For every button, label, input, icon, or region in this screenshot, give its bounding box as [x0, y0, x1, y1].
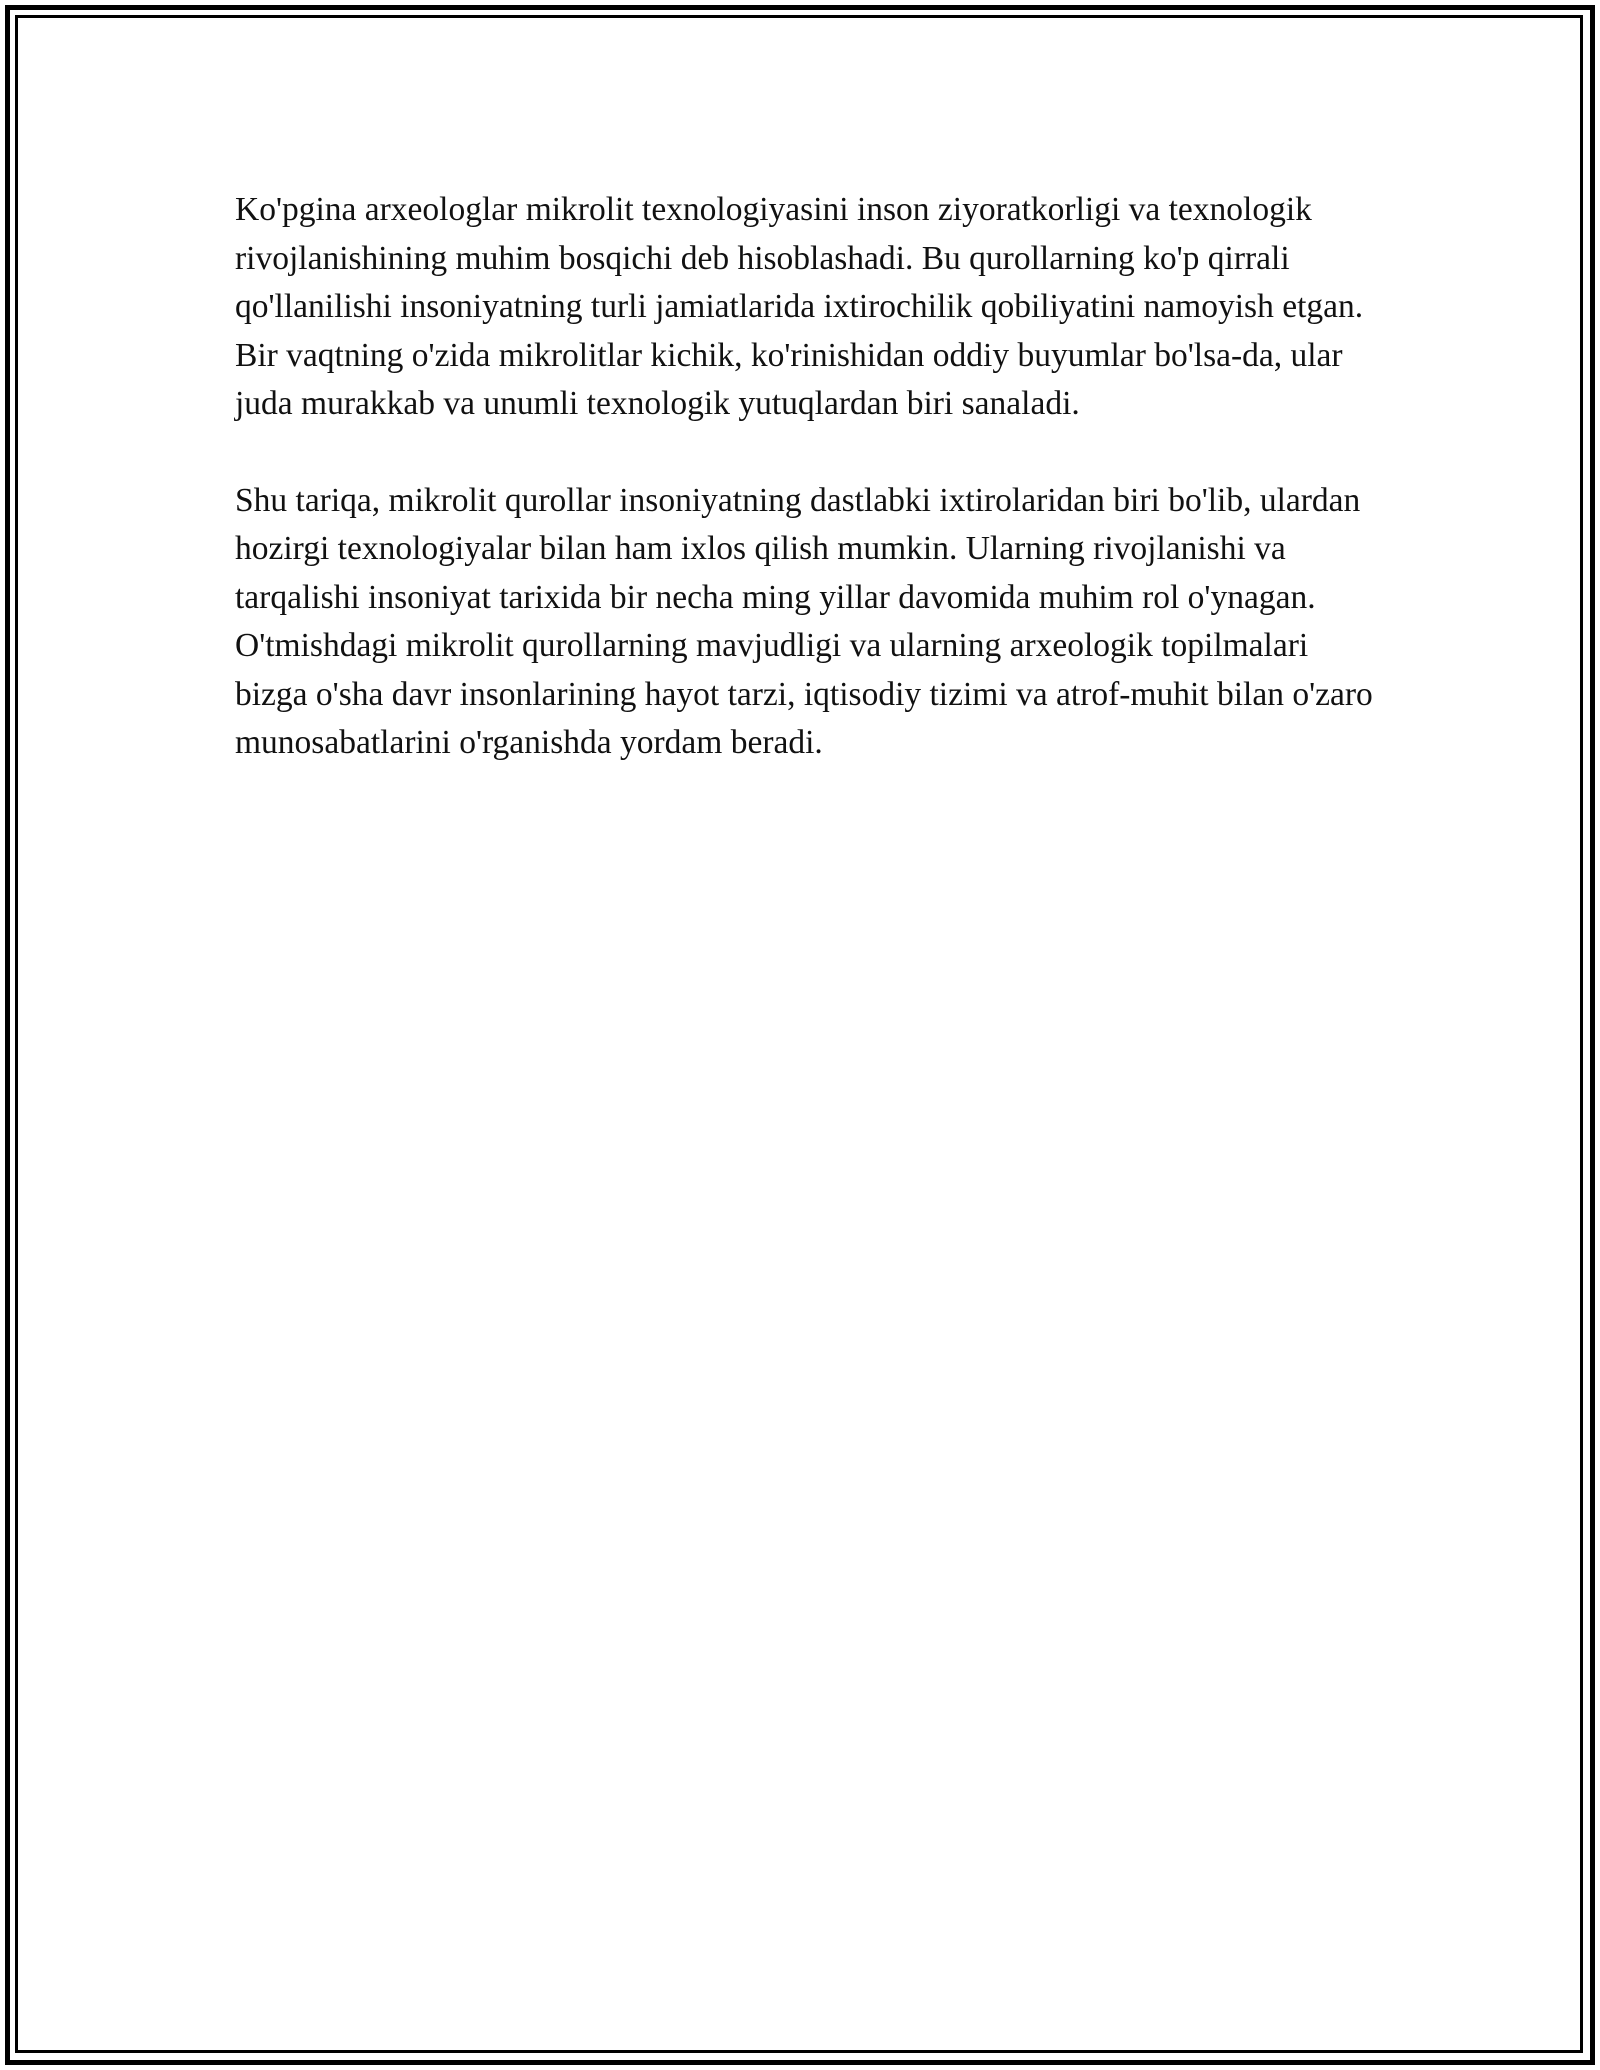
- document-body: [235, 186, 1375, 816]
- paragraph-1: Ko'pgina arxeologlar mikrolit texnologiyasini inson ziyoratkorligi va texnologik rivojlanishining muhim bosqichi deb hisoblashadi. Bu qurollarning ko'p qirrali qo'llanilishi insoniyatning turli jamiatlarida ixtirochilik qobiliyatini namoyish etgan. Bir vaqtning o'zida mikrolitlar kichik, ko'rinishidan oddiy buyumlar bo'lsa-da, ular juda murakkab va unumli texnologik yutuqlardan biri sanaladi.: [235, 191, 1364, 422]
- paragraph-2: Shu tariqa, mikrolit qurollar insoniyatning dastlabki ixtirolaridan biri bo'lib, ulardan hozirgi texnologiyalar bilan ham ixlos qilish mumkin. Ularning rivojlanishi va tarqalishi insoniyat tarixida bir necha ming yillar davomida muhim rol o'ynagan. O'tmishdagi mikrolit qurollarning mavjudligi va ularning arxeologik topilmalari bizga o'sha davr insonlarining hayot tarzi, iqtisodiy tizimi va atrof-muhit bilan o'zaro munosabatlarini o'rganishda yordam beradi.: [235, 481, 1373, 761]
